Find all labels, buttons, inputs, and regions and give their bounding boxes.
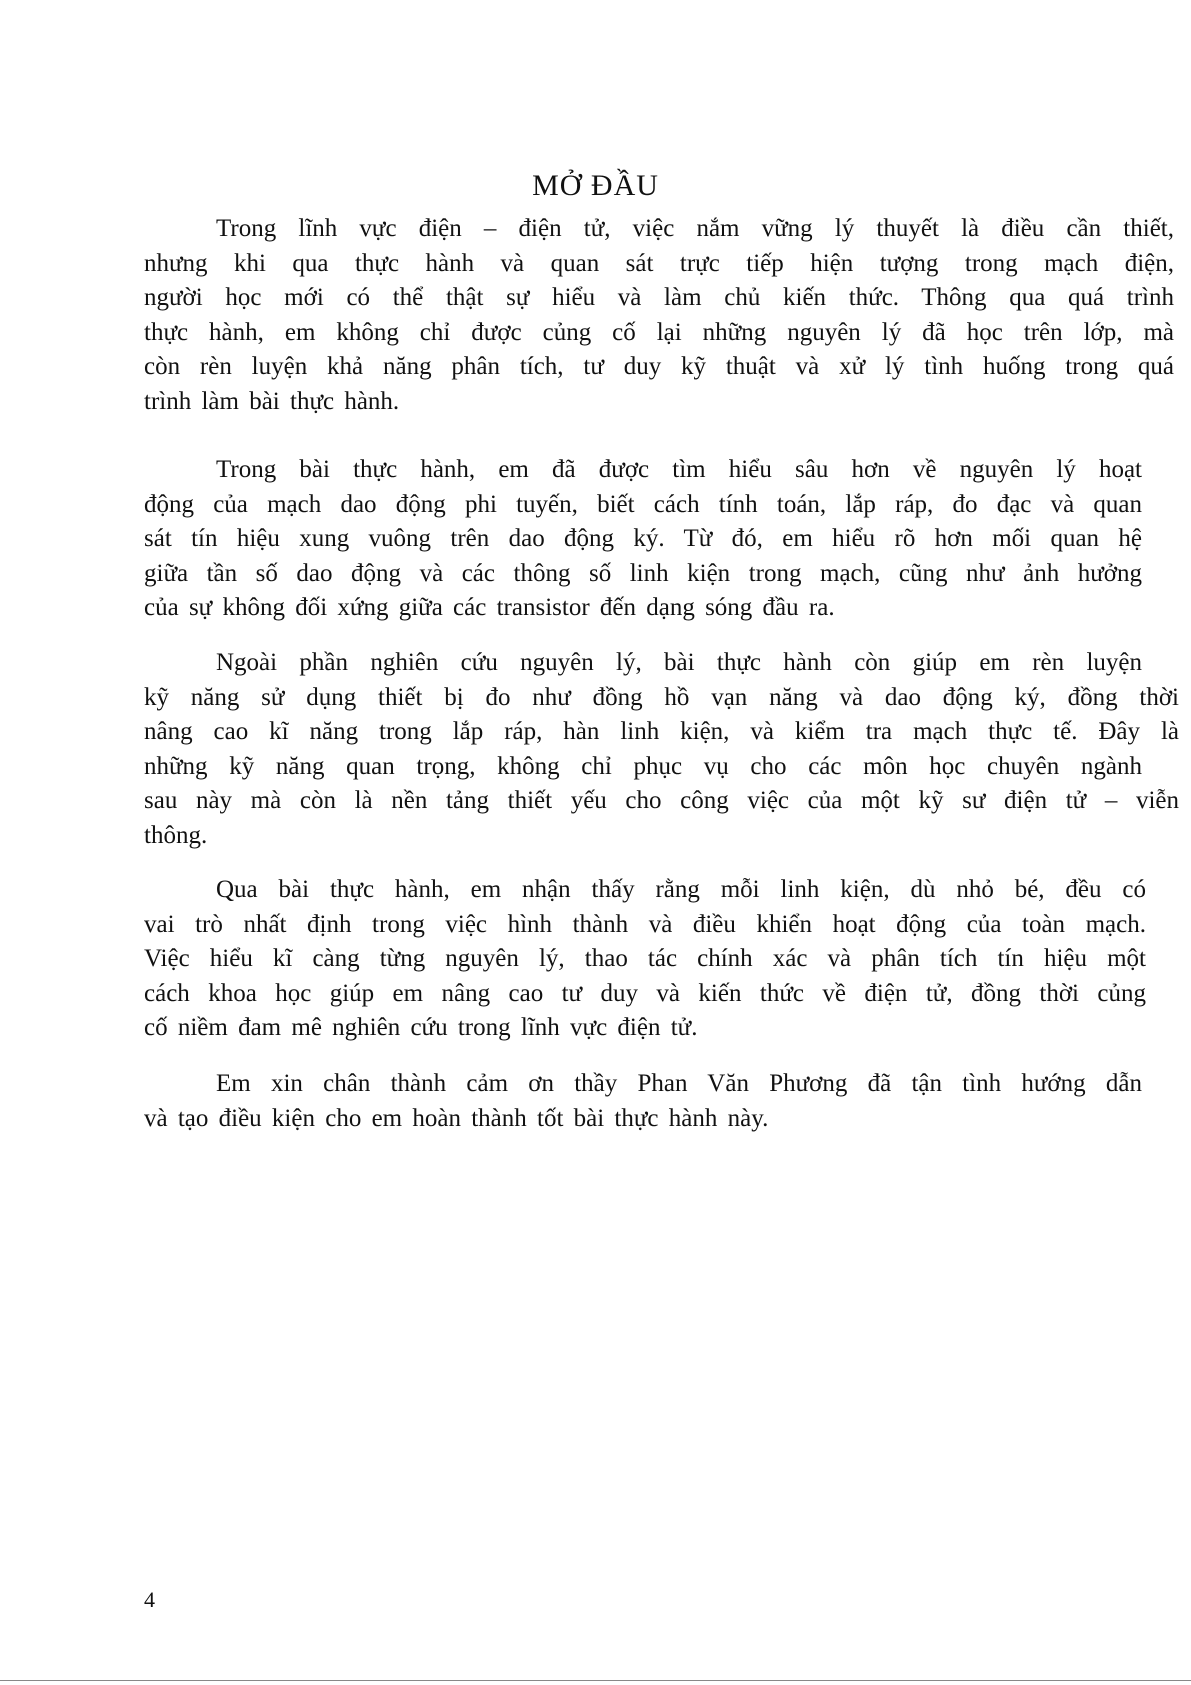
paragraph-2 (144, 453, 1142, 626)
page-title: MỞ ĐẦU (532, 169, 659, 202)
paragraph-line: Ngoài phần nghiên cứu nguyên lý, bài thực hành còn giúp em rèn luyện (216, 649, 1142, 676)
paragraph-line: kỹ năng sử dụng thiết bị đo như đồng hồ vạn năng và dao động ký, đồng thời (144, 683, 1179, 711)
paragraph-line: vai trò nhất định trong việc hình thành và điều khiển hoạt động của toàn mạch. (144, 910, 1146, 938)
paragraph-line: Trong lĩnh vực điện – điện tử, việc nắm vững lý thuyết là điều cần thiết, (216, 215, 1174, 242)
page-number: 4 (144, 1587, 155, 1612)
paragraph-line: cố niềm đam mê nghiên cứu trong lĩnh vực điện tử. (144, 1014, 698, 1041)
paragraph-line: của sự không đối xứng giữa các transistor đến dạng sóng đầu ra. (144, 594, 835, 621)
paragraph-4 (144, 873, 1146, 1046)
paragraph-line: Qua bài thực hành, em nhận thấy rằng mỗi linh kiện, dù nhỏ bé, đều có (216, 876, 1146, 903)
paragraph-line: còn rèn luyện khả năng phân tích, tư duy kỹ thuật và xử lý tình huống trong quá (144, 353, 1174, 380)
paragraph-line: Trong bài thực hành, em đã được tìm hiểu sâu hơn về nguyên lý hoạt (216, 456, 1142, 483)
paragraph-1 (144, 212, 1174, 419)
paragraph-line: cách khoa học giúp em nâng cao tư duy và kiến thức về điện tử, đồng thời củng (144, 979, 1146, 1007)
page-bottom-divider (0, 1680, 1191, 1681)
paragraph-line: thông. (144, 821, 208, 849)
paragraph-line: thực hành, em không chỉ được củng cố lại những nguyên lý đã học trên lớp, mà (144, 318, 1174, 346)
paragraph-line: sau này mà còn là nền tảng thiết yếu cho công việc của một kỹ sư điện tử – viễn (144, 787, 1179, 814)
paragraph-line: nâng cao kĩ năng trong lắp ráp, hàn linh kiện, và kiểm tra mạch thực tế. Đây là (144, 718, 1179, 745)
paragraph-line: trình làm bài thực hành. (144, 387, 400, 415)
paragraph-line: những kỹ năng quan trọng, không chỉ phục vụ cho các môn học chuyên ngành (144, 752, 1142, 780)
paragraph-line: Em xin chân thành cảm ơn thầy Phan Văn Phương đã tận tình hướng dẫn (216, 1070, 1142, 1097)
paragraph-3 (144, 646, 1179, 853)
paragraph-5 (144, 1067, 1142, 1136)
paragraph-line: người học mới có thể thật sự hiểu và làm chủ kiến thức. Thông qua quá trình (144, 284, 1174, 311)
paragraph-line: và tạo điều kiện cho em hoàn thành tốt bài thực hành này. (144, 1104, 769, 1132)
paragraph-line: động của mạch dao động phi tuyến, biết cách tính toán, lắp ráp, đo đạc và quan (144, 490, 1142, 518)
paragraph-line: nhưng khi qua thực hành và quan sát trực tiếp hiện tượng trong mạch điện, (144, 249, 1174, 277)
paragraph-line: Việc hiểu kĩ càng từng nguyên lý, thao tác chính xác và phân tích tín hiệu một (144, 945, 1146, 972)
paragraph-line: giữa tần số dao động và các thông số linh kiện trong mạch, cũng như ảnh hưởng (144, 559, 1142, 587)
paragraph-line: sát tín hiệu xung vuông trên dao động ký. Từ đó, em hiểu rõ hơn mối quan hệ (144, 525, 1142, 552)
